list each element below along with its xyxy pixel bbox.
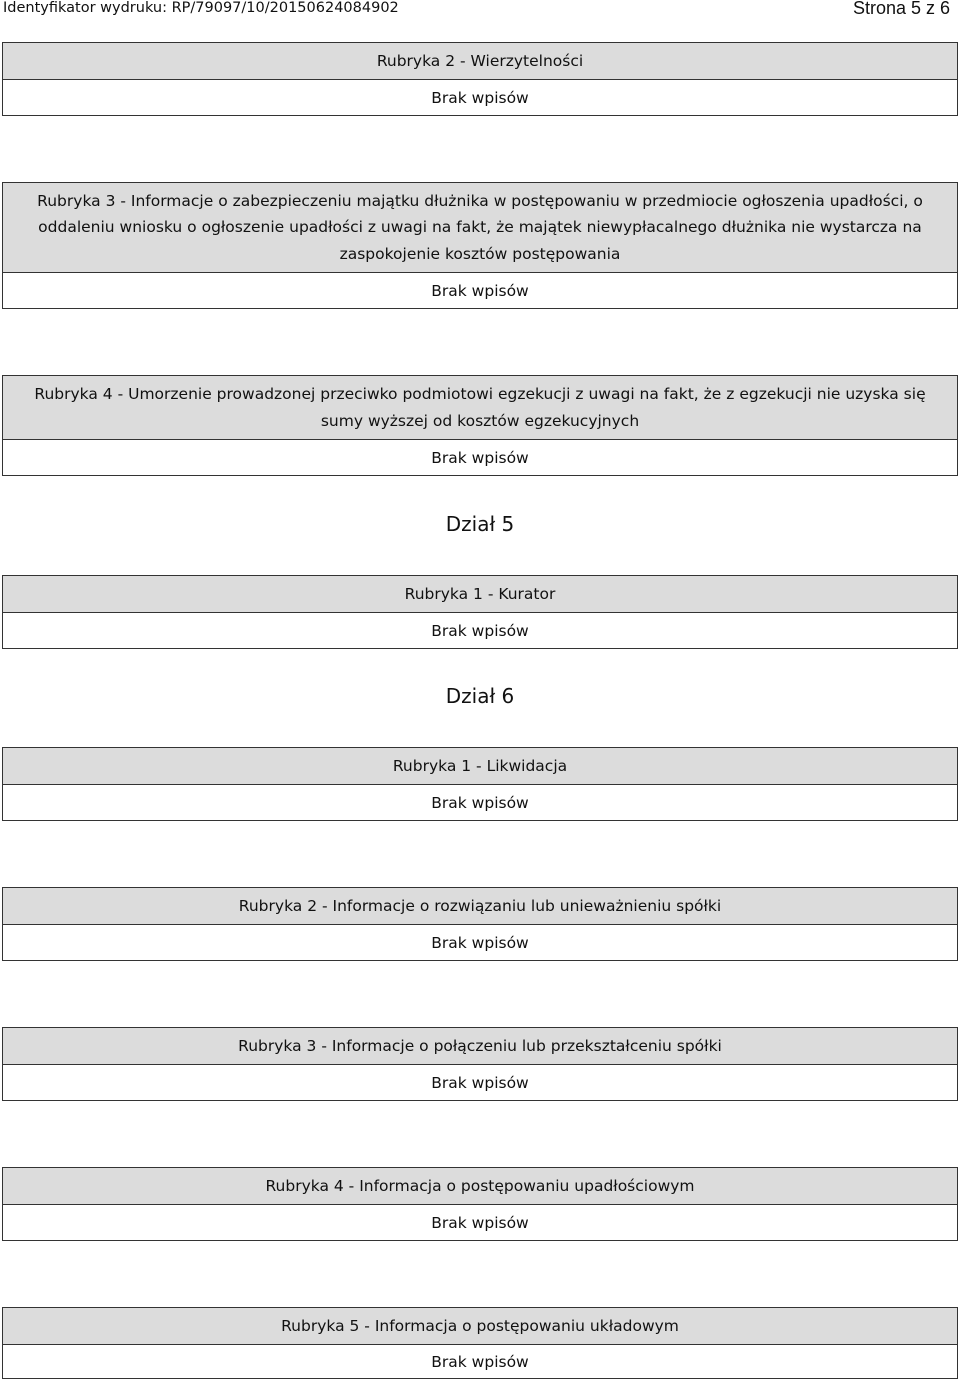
dzial-6-heading: Dział 6 — [445, 684, 515, 708]
page-header — [0, 0, 960, 22]
section-rubryka-1-likwidacja — [2, 747, 958, 821]
section-rubryka-3-zabezpieczenie — [2, 182, 958, 309]
section-rubryka-2-wierzytelnosci — [2, 42, 958, 116]
section-title: Rubryka 3 - Informacje o połączeniu lub przekształceniu spółki — [3, 1028, 957, 1065]
section-title: Rubryka 4 - Umorzenie prowadzonej przeciwko podmiotowi egzekucji z uwagi na fakt, że z egzekucji nie uzyska się sumy wyższej od kosztów egzekucyjnych — [3, 376, 957, 440]
section-rubryka-4-umorzenie — [2, 375, 958, 476]
section-entry: Brak wpisów — [431, 1213, 529, 1232]
section-title: Rubryka 4 - Informacja o postępowaniu upadłościowym — [3, 1168, 957, 1205]
section-entry: Brak wpisów — [431, 1073, 529, 1092]
section-entry: Brak wpisów — [431, 88, 529, 107]
section-title: Rubryka 1 - Likwidacja — [3, 748, 957, 785]
section-title: Rubryka 2 - Wierzytelności — [3, 43, 957, 80]
page-number: Strona 5 z 6 — [852, 0, 950, 18]
section-entry: Brak wpisów — [431, 933, 529, 952]
section-entry: Brak wpisów — [431, 281, 529, 300]
section-entry: Brak wpisów — [431, 1352, 529, 1371]
section-title: Rubryka 5 - Informacja o postępowaniu układowym — [3, 1308, 957, 1345]
section-rubryka-5-uklad — [2, 1307, 958, 1379]
section-rubryka-3-polaczenie — [2, 1027, 958, 1101]
section-entry: Brak wpisów — [431, 621, 529, 640]
section-rubryka-2-rozwiazanie — [2, 887, 958, 961]
section-rubryka-1-kurator — [2, 575, 958, 649]
section-entry: Brak wpisów — [431, 793, 529, 812]
dzial-5-heading: Dział 5 — [445, 512, 515, 536]
section-title: Rubryka 1 - Kurator — [3, 576, 957, 613]
section-rubryka-4-upadlosc — [2, 1167, 958, 1241]
section-entry: Brak wpisów — [431, 448, 529, 467]
section-title: Rubryka 3 - Informacje o zabezpieczeniu majątku dłużnika w postępowaniu w przedmiocie ogłoszenia upadłości, o oddaleniu wniosku o ogłoszenie upadłości z uwagi na fakt, że majątek niewypłacalnego dłużnika nie wystarcza na zaspokojenie kosztów postępowania — [3, 183, 957, 273]
section-title: Rubryka 2 - Informacje o rozwiązaniu lub unieważnieniu spółki — [3, 888, 957, 925]
print-identifier: Identyfikator wydruku: RP/79097/10/20150624084902 — [3, 0, 399, 16]
